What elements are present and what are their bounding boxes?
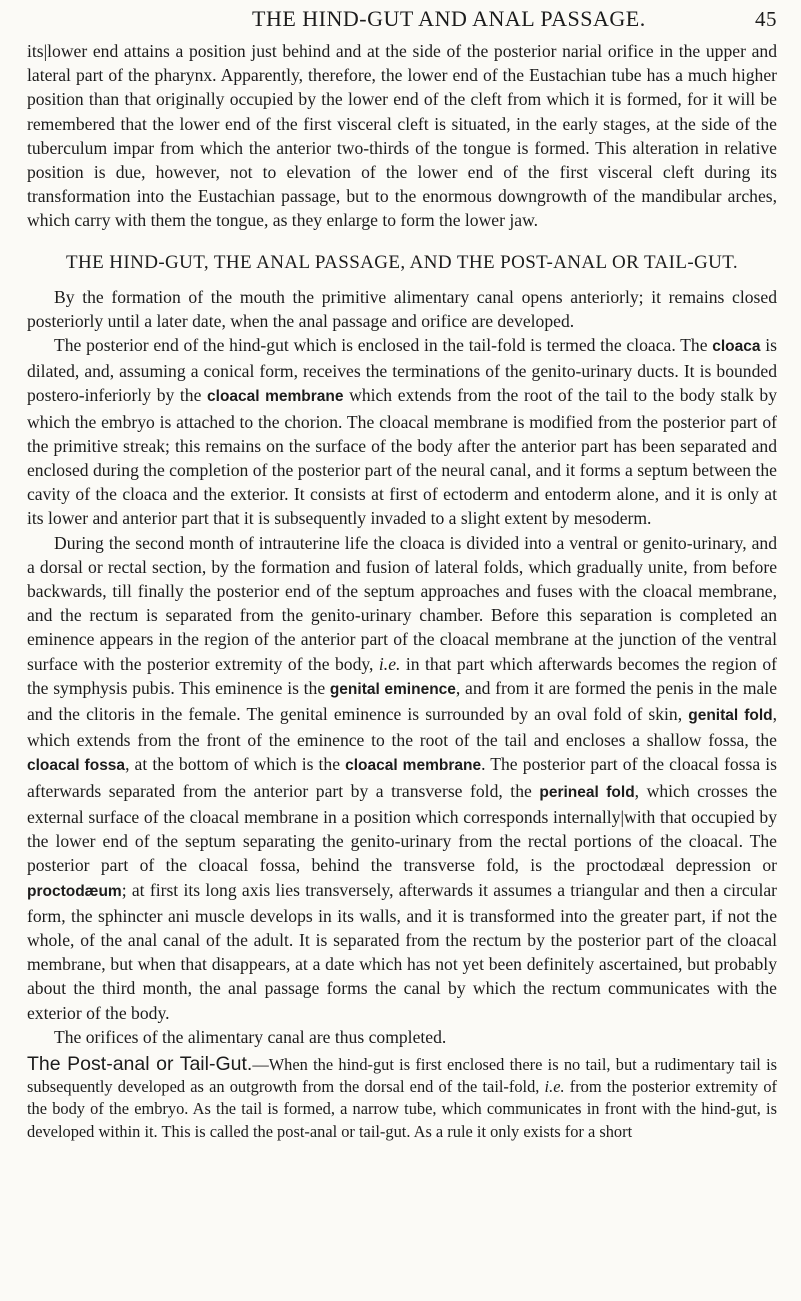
text-run: is dilated, and, assuming a conical form, receives the terminations of the genito-urinary ducts. It is bounded postero-inferiorly by the bbox=[27, 335, 777, 406]
term-perineal-fold: perineal fold bbox=[539, 783, 635, 801]
text-run: from the posterior extremity of the body of the embryo. As the tail is formed, a narrow tube, which communicates in front with the hind-gut, is developed within it. This is called the post-anal or tail-gut. As a rule it only exists for a short bbox=[27, 1077, 777, 1141]
term-genital-eminence: genital eminence bbox=[329, 680, 456, 698]
intro-paragraph: its|lower end attains a position just behind and at the side of the posterior narial orifice in the upper and lateral part of the pharynx. Apparently, therefore, the lower end of the Eustachian tube has a much higher position than that originally occupied by the lower end of the cleft from which it is formed, for it will be remembered that the lower end of the first visceral cleft is situated, in the early stages, at the side of the tuberculum impar from which the anterior two-thirds of the tongue is formed. This alteration in relative position is due, however, not to elevation of the lower end of the first visceral cleft during its transformation into the Eustachian passage, but to the enormous downgrowth of the mandibular arches, which carry with them the tongue, as they enlarge to form the lower jaw. bbox=[27, 41, 777, 231]
abbrev-ie: i.e. bbox=[378, 653, 401, 674]
term-proctodaeum: proctodæum bbox=[27, 882, 122, 900]
text-run: which extends from the root of the tail to the body stalk by which the embryo is attached to the chorion. The cloacal membrane is modified from the posterior part of the primitive streak; this remains on the surface of the body after the anterior part has been separated and enclosed during the completion of the posterior part of the neural canal, and it forms a septum between the cavity of the cloaca and the exterior. It consists at first of ectoderm and entoderm alone, and it is only at its lower and anterior part that it is subsequently invaded to a slight extent by mesoderm. bbox=[27, 385, 777, 529]
abbrev-ie: i.e. bbox=[544, 1077, 565, 1097]
paragraph-1: By the formation of the mouth the primitive alimentary canal opens anteriorly; it remains closed posteriorly until a later date, when the anal passage and orifice are developed. bbox=[27, 286, 777, 331]
page-number: 45 bbox=[755, 7, 777, 31]
term-cloacal-membrane: cloacal membrane bbox=[345, 757, 482, 775]
page-body bbox=[27, 39, 777, 1143]
term-cloacal-fossa: cloacal fossa bbox=[27, 757, 126, 775]
section-heading: THE HIND-GUT, THE ANAL PASSAGE, AND THE POST-ANAL OR TAIL-GUT. bbox=[65, 251, 739, 273]
term-genital-fold: genital fold bbox=[688, 707, 773, 725]
text-run: in that part which afterwards becomes the region of the symphysis pubis. This eminence is the bbox=[27, 653, 777, 698]
text-run: The posterior end of the hind-gut which is enclosed in the tail-fold is termed the cloaca. The bbox=[54, 335, 713, 356]
text-run: , which extends from the front of the eminence to the root of the tail and encloses a shallow fossa, the bbox=[27, 704, 777, 751]
running-head bbox=[27, 6, 777, 32]
tail-gut-paragraph bbox=[27, 1053, 777, 1143]
text-run: ; at first its long axis lies transversely, afterwards it assumes a triangular and then a circular form, the sphincter ani muscle develops in its walls, and it is transformed into the greater part, if not the whole, of the anal canal of the adult. It is separated from the rectum by the posterior part of the cloacal membrane, but when that disappears, at a date which has not yet been definitely ascertained, but probably about the third month, the anal passage forms the canal by which the rectum communicates with the exterior of the body. bbox=[27, 879, 777, 1023]
text-run: During the second month of intrauterine life the cloaca is divided into a ventral or genito-urinary, and a dorsal or rectal section, by the formation and fusion of lateral folds, which gradually unite, from before backwards, till finally the posterior end of the septum approaches and fuses with the cloacal membrane, and the rectum is separated from the genito-urinary chamber. Before this separation is completed an eminence appears in the region of the anterior part of the cloacal membrane at the junction of the ventral surface with the posterior extremity of the body, bbox=[27, 532, 777, 674]
paragraph-3 bbox=[27, 531, 777, 1025]
text-run: , and from it are formed the penis in the male and the clitoris in the female. The genital eminence is surrounded by an oval fold of skin, bbox=[27, 677, 778, 725]
text-run: . The posterior part of the cloacal fossa is afterwards separated from the anterior part by a transverse fold, the bbox=[27, 754, 778, 801]
paragraph-4: The orifices of the alimentary canal are thus completed. bbox=[54, 1026, 447, 1047]
text-run: —When the hind-gut is first enclosed there is no tail, but a rudimentary tail is subsequently developed as an outgrowth from the dorsal end of the tail-fold, bbox=[27, 1054, 777, 1097]
text-run: , at the bottom of which is the bbox=[125, 754, 346, 775]
subsection-heading: The Post-anal or Tail-Gut. bbox=[27, 1052, 253, 1075]
term-cloaca: cloaca bbox=[712, 338, 761, 356]
term-cloacal-membrane: cloacal membrane bbox=[207, 388, 344, 406]
paragraph-2 bbox=[27, 333, 777, 531]
running-title: THE HIND-GUT AND ANAL PASSAGE. bbox=[252, 6, 646, 31]
text-run: , which crosses the external surface of the cloacal membrane in a position which corresponds internally|with that occupied by the lower end of the septum separating the genito-urinary from the rectal portions of the cloacal. The posterior part of the cloacal fossa, behind the transverse fold, is the proctodæal depression or bbox=[27, 780, 778, 876]
